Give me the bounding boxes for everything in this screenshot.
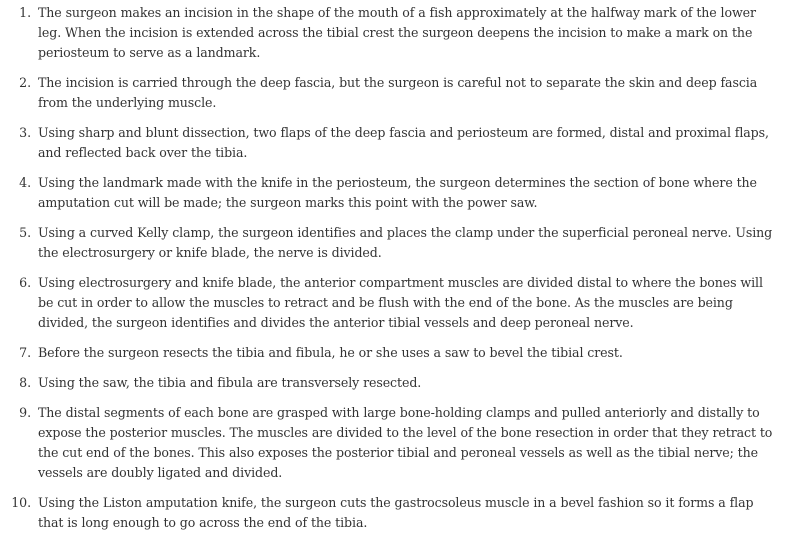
step-text: The incision is carried through the deep fascia, but the surgeon is careful not to separate the skin and deep fascia from the underlying muscle.: [38, 75, 758, 110]
step-text: Using the saw, the tibia and fibula are transversely resected.: [38, 375, 422, 390]
list-item: [0, 343, 792, 363]
step-text: Before the surgeon resects the tibia and fibula, he or she uses a saw to bevel the tibial crest.: [38, 345, 623, 360]
list-item: [0, 3, 792, 63]
step-text: The surgeon makes an incision in the shape of the mouth of a fish approximately at the halfway mark of the lower leg. When the incision is extended across the tibial crest the surgeon deepens the incision to make a mark on the periosteum to serve as a landmark.: [38, 5, 756, 60]
list-item: [0, 493, 792, 533]
step-text: The distal segments of each bone are grasped with large bone-holding clamps and pulled anteriorly and distally to expose the posterior muscles. The muscles are divided to the level of the bone resection in order that they retract to the cut end of the bones. This also exposes the posterior tibial and peroneal vessels as well as the tibial nerve; the vessels are doubly ligated and divided.: [38, 405, 773, 480]
list-item: [0, 123, 792, 163]
step-number: 9.: [19, 405, 31, 420]
step-number: 2.: [19, 75, 31, 90]
step-number: 3.: [19, 125, 31, 140]
list-item: [0, 403, 792, 483]
list-item: [0, 73, 792, 113]
step-number: 10.: [11, 495, 31, 510]
list-item: [0, 273, 792, 333]
list-item: [0, 223, 792, 263]
step-text: Using electrosurgery and knife blade, the anterior compartment muscles are divided distal to where the bones will be cut in order to allow the muscles to retract and be flush with the end of the bone. As the muscles are being divided, the surgeon identifies and divides the anterior tibial vessels and deep peroneal nerve.: [38, 275, 763, 330]
step-text: Using a curved Kelly clamp, the surgeon identifies and places the clamp under the superficial peroneal nerve. Using the electrosurgery or knife blade, the nerve is divided.: [38, 225, 773, 260]
step-text: Using the landmark made with the knife in the periosteum, the surgeon determines the section of bone where the amputation cut will be made; the surgeon marks this point with the power saw.: [38, 175, 757, 210]
step-text: Using the Liston amputation knife, the surgeon cuts the gastrocsoleus muscle in a bevel fashion so it forms a flap that is long enough to go across the end of the tibia.: [38, 495, 754, 530]
step-number: 8.: [19, 375, 31, 390]
step-number: 7.: [19, 345, 31, 360]
step-number: 5.: [19, 225, 31, 240]
list-item: [0, 173, 792, 213]
step-number: 6.: [19, 275, 31, 290]
step-number: 1.: [19, 5, 31, 20]
list-item: [0, 373, 792, 393]
step-text: Using sharp and blunt dissection, two flaps of the deep fascia and periosteum are formed, distal and proximal flaps, and reflected back over the tibia.: [38, 125, 769, 160]
step-number: 4.: [19, 175, 31, 190]
